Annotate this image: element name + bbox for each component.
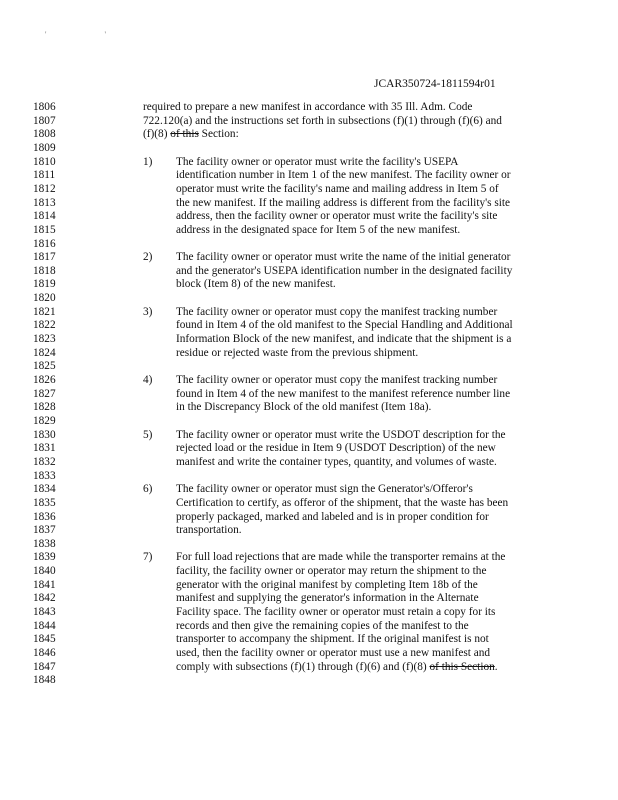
item-number: 4) — [143, 374, 153, 386]
struck-text: of this — [170, 128, 199, 141]
document-line — [0, 620, 618, 634]
document-line — [0, 128, 618, 142]
text-run: The facility owner or operator must write the name of the initial generator — [176, 251, 511, 264]
text-run: transportation. — [176, 524, 242, 537]
document-line — [0, 360, 618, 374]
line-text — [176, 183, 499, 197]
line-text — [176, 565, 486, 579]
document-line — [0, 142, 618, 156]
document-line — [0, 579, 618, 593]
document-line — [0, 483, 618, 497]
document-line — [0, 197, 618, 211]
line-number: 1808 — [33, 128, 56, 141]
text-run: required to prepare a new manifest in accordance with 35 Ill. Adm. Code — [143, 101, 473, 113]
line-text — [176, 647, 490, 661]
text-run: operator must write the facility's name and mailing address in Item 5 of — [176, 182, 499, 195]
document-line — [0, 319, 618, 333]
line-text — [176, 442, 496, 456]
text-run: Section: — [198, 128, 239, 141]
document-id: JCAR350724-1811594r01 — [374, 78, 496, 90]
line-number: 1809 — [33, 141, 56, 154]
text-run: manifest and supplying the generator's information in the Alternate — [176, 592, 479, 605]
document-line — [0, 592, 618, 606]
line-text — [176, 374, 497, 388]
item-number: 1) — [143, 155, 153, 168]
text-run: Information Block of the new manifest, and indicate that the shipment is a — [176, 333, 512, 346]
document-line — [0, 538, 618, 552]
document-line — [0, 347, 618, 361]
document-line — [0, 115, 618, 129]
text-run: The facility owner or operator must sign the Generator's/Offeror's — [176, 483, 473, 496]
text-run: manifest and write the container types, quantity, and volumes of waste. — [176, 455, 497, 468]
line-number: 1838 — [33, 537, 56, 550]
text-run: Facility space. The facility owner or operator must retain a copy for its — [176, 606, 496, 619]
text-run: and the generator's USEPA identification number in the designated facility — [176, 264, 513, 277]
line-number: 1824 — [33, 346, 56, 359]
text-run: The facility owner or operator must write the facility's USEPA — [176, 155, 459, 168]
text-run: . — [494, 660, 498, 673]
text-run: address in the designated space for Item 5 of the new manifest. — [176, 223, 461, 236]
text-run: For full load rejections that are made while the transporter remains at the — [176, 551, 506, 564]
line-text — [176, 579, 478, 593]
line-number: 1842 — [33, 592, 56, 605]
line-text — [176, 483, 473, 497]
document-line — [0, 401, 618, 415]
text-run: properly packaged, marked and labeled and is in proper condition for — [176, 510, 489, 523]
line-number: 1844 — [33, 619, 56, 632]
document-line — [0, 251, 618, 265]
line-number: 1818 — [33, 264, 56, 277]
line-number: 1848 — [33, 674, 56, 687]
item-number: 6) — [143, 483, 153, 496]
line-text — [176, 620, 469, 634]
line-number: 1830 — [33, 428, 56, 441]
line-text — [176, 278, 336, 292]
line-text — [176, 511, 489, 525]
text-run: facility, the facility owner or operator may return the shipment to the — [176, 565, 487, 578]
line-text — [176, 661, 498, 675]
document-line — [0, 511, 618, 525]
text-run: the new manifest. If the mailing address is different from the facility's site — [176, 196, 511, 209]
line-number: 1827 — [33, 387, 56, 400]
line-number: 1812 — [33, 182, 56, 195]
text-run: residue or rejected waste from the previous shipment. — [176, 346, 419, 359]
line-number: 1847 — [33, 660, 56, 673]
text-run: comply with subsections (f)(1) through (f)(6) and (f)(8) — [176, 660, 430, 673]
document-line — [0, 633, 618, 647]
line-text — [176, 333, 511, 347]
document-line — [0, 292, 618, 306]
document-line — [0, 497, 618, 511]
text-run: records and then give the remaining copies of the manifest to the — [176, 619, 469, 632]
text-run: found in Item 4 of the old manifest to the Special Handling and Additional — [176, 319, 513, 332]
document-line — [0, 183, 618, 197]
document-line — [0, 606, 618, 620]
line-number: 1840 — [33, 565, 56, 578]
line-number: 1819 — [33, 278, 56, 291]
line-text — [143, 101, 472, 115]
text-run: transporter to accompany the shipment. If the original manifest is not — [176, 633, 489, 646]
line-number: 1845 — [33, 633, 56, 646]
struck-text: of this Section — [429, 660, 495, 673]
line-number: 1810 — [33, 155, 56, 168]
item-number: 5) — [143, 428, 153, 441]
line-text — [176, 319, 513, 333]
document-line — [0, 238, 618, 252]
document-line — [0, 265, 618, 279]
line-number: 1832 — [33, 455, 56, 468]
line-text — [143, 115, 502, 129]
document-line — [0, 278, 618, 292]
line-number: 1826 — [33, 374, 56, 386]
line-text — [176, 497, 508, 511]
text-run: The facility owner or operator must write the USDOT description for the — [176, 428, 506, 441]
line-number: 1846 — [33, 647, 56, 659]
line-text — [176, 210, 497, 224]
line-number: 1825 — [33, 360, 56, 373]
document-line — [0, 456, 618, 470]
document-line — [0, 551, 618, 565]
text-run: identification number in Item 1 of the new manifest. The facility owner or — [176, 169, 511, 182]
line-text — [176, 251, 510, 265]
line-text — [176, 592, 479, 606]
document-line — [0, 169, 618, 183]
line-number: 1833 — [33, 469, 56, 482]
document-line — [0, 647, 618, 661]
document-line — [0, 470, 618, 484]
line-text — [176, 224, 460, 238]
line-text — [176, 456, 497, 470]
document-line — [0, 374, 618, 388]
text-run: Certification to certify, as offeror of the shipment, that the waste has been — [176, 496, 509, 509]
document-line — [0, 524, 618, 538]
text-run: address, then the facility owner or operator must write the facility's site — [176, 210, 498, 223]
document-line — [0, 156, 618, 170]
line-number: 1811 — [33, 169, 56, 182]
document-line — [0, 442, 618, 456]
document-line — [0, 429, 618, 443]
line-text — [176, 347, 418, 361]
line-number: 1829 — [33, 414, 56, 427]
line-text — [176, 265, 512, 279]
line-number: 1817 — [33, 251, 56, 264]
line-text — [176, 524, 242, 538]
text-run: in the Discrepancy Block of the old manifest (Item 18a). — [176, 401, 432, 414]
document-line — [0, 224, 618, 238]
document-line — [0, 388, 618, 402]
line-number: 1839 — [33, 551, 56, 564]
text-run: 722.120(a) and the instructions set forth in subsections (f)(1) through (f)(6) and — [143, 114, 502, 127]
line-number: 1816 — [33, 237, 56, 250]
line-text — [176, 401, 431, 415]
scan-marks: ' ' — [45, 30, 134, 39]
line-text — [176, 197, 510, 211]
document-line — [0, 306, 618, 320]
line-text — [176, 306, 497, 320]
text-run: The facility owner or operator must copy the manifest tracking number — [176, 305, 498, 318]
document-line — [0, 333, 618, 347]
line-number: 1837 — [33, 524, 56, 537]
document-line — [0, 101, 618, 115]
text-run: The facility owner or operator must copy the manifest tracking number — [176, 374, 498, 386]
line-number: 1831 — [33, 442, 56, 455]
line-text — [176, 429, 506, 443]
item-number: 2) — [143, 251, 153, 264]
line-text — [176, 388, 510, 402]
line-number: 1822 — [33, 319, 56, 332]
text-run: found in Item 4 of the new manifest to the manifest reference number line — [176, 387, 511, 400]
line-number: 1834 — [33, 483, 56, 496]
line-number: 1820 — [33, 292, 56, 305]
line-text — [176, 606, 495, 620]
document-line — [0, 661, 618, 675]
item-number: 3) — [143, 305, 153, 318]
line-number: 1807 — [33, 114, 56, 127]
line-text — [176, 169, 511, 183]
line-number: 1828 — [33, 401, 56, 414]
text-run: block (Item 8) of the new manifest. — [176, 278, 336, 291]
item-number: 7) — [143, 551, 153, 564]
line-number: 1823 — [33, 333, 56, 346]
line-number: 1836 — [33, 510, 56, 523]
text-run: generator with the original manifest by completing Item 18b of the — [176, 578, 478, 591]
document-line — [0, 565, 618, 579]
line-text — [176, 156, 458, 170]
line-number: 1814 — [33, 210, 56, 223]
line-number: 1815 — [33, 223, 56, 236]
document-line — [0, 415, 618, 429]
line-text — [176, 551, 505, 565]
line-number: 1843 — [33, 606, 56, 619]
line-number: 1806 — [33, 101, 56, 113]
document-line — [0, 674, 618, 688]
text-run: used, then the facility owner or operator must use a new manifest and — [176, 647, 491, 659]
line-number: 1835 — [33, 496, 56, 509]
line-text — [143, 128, 239, 142]
document-line — [0, 210, 618, 224]
line-number: 1821 — [33, 305, 56, 318]
line-number: 1841 — [33, 578, 56, 591]
line-text — [176, 633, 489, 647]
text-run: (f)(8) — [143, 128, 171, 141]
text-run: rejected load or the residue in Item 9 (USDOT Description) of the new — [176, 442, 496, 455]
line-number: 1813 — [33, 196, 56, 209]
